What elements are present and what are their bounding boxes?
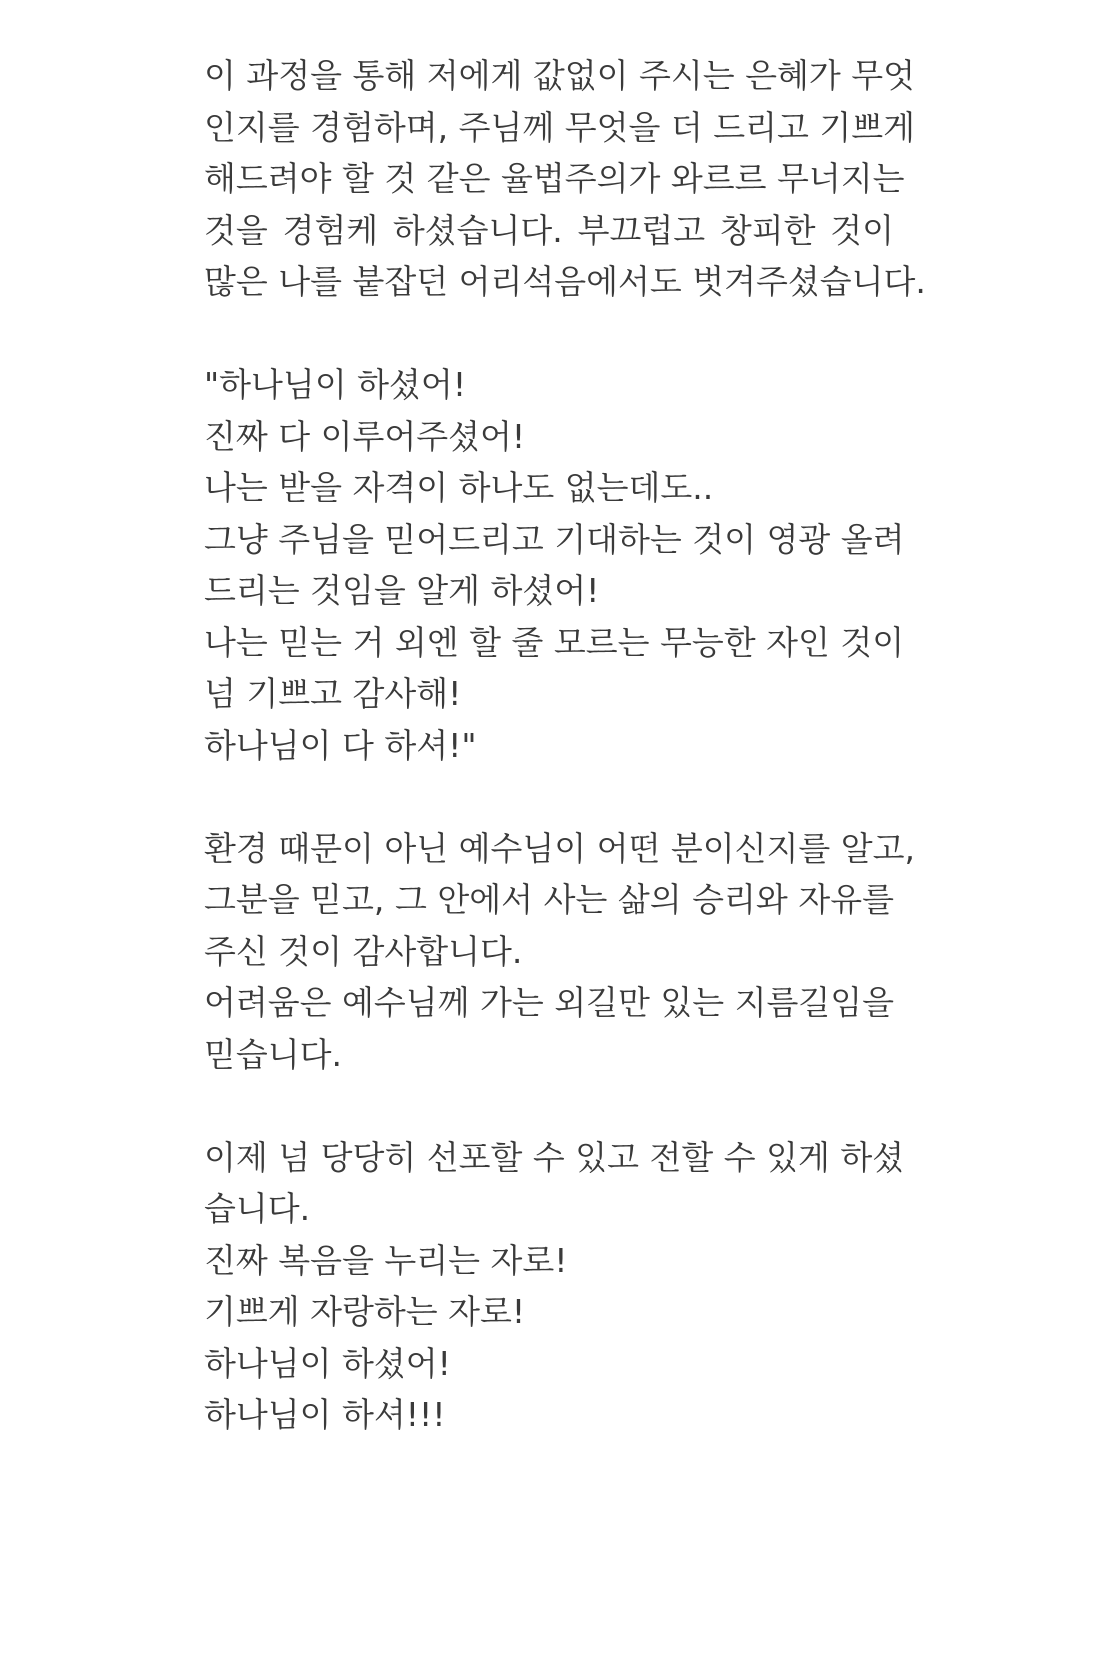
text-line: 해드려야 할 것 같은 율법주의가 와르르 무너지는 [204,159,905,198]
text-line: 그분을 믿고, 그 안에서 사는 삶의 승리와 자유를 [204,880,894,919]
paragraph-2-quote [204,359,905,771]
text-line: 이제 넘 당당히 선포할 수 있고 전할 수 있게 하셨 [204,1137,905,1177]
text-line: 넘 기쁘고 감사해! [204,674,462,713]
text-line: 습니다. [204,1189,311,1228]
text-line: 하나님이 하셨어! [204,1343,451,1383]
text-line: 많은 나를 붙잡던 어리석음에서도 벗겨주셨습니다. [204,262,926,301]
text-line: 하나님이 하셔!!! [204,1395,446,1434]
text-line: 기쁘게 자랑하는 자로! [204,1292,526,1331]
text-line: 어려움은 예수님께 가는 외길만 있는 지름길임을 [204,983,895,1022]
text-line: 이 과정을 통해 저에게 값없이 주시는 은혜가 무엇 [204,56,915,95]
text-line: 환경 때문이 아닌 예수님이 어떤 분이신지를 알고, [204,828,915,868]
paragraph-3 [204,823,915,1081]
text-line: 진짜 복음을 누리는 자로! [204,1240,568,1280]
text-line: 믿습니다. [204,1034,343,1074]
text-line: 주신 것이 감사합니다. [204,931,523,971]
text-line: 진짜 다 이루어주셨어! [204,416,526,456]
text-line: 것을 경험케 하셨습니다. 부끄럽고 창피한 것이 [204,210,894,250]
text-line: 하나님이 다 하셔!" [204,725,477,765]
text-line: 드리는 것임을 알게 하셨어! [204,571,600,610]
text-line: 인지를 경험하며, 주님께 무엇을 더 드리고 기쁘게 [204,107,915,147]
text-line: 그냥 주님을 믿어드리고 기대하는 것이 영광 올려 [204,519,905,559]
paragraph-4 [204,1132,905,1441]
text-line: 나는 믿는 거 외엔 할 줄 모르는 무능한 자인 것이 [204,622,905,662]
paragraph-1 [204,50,926,308]
text-line: "하나님이 하셨어! [204,365,467,404]
text-line: 나는 받을 자격이 하나도 없는데도.. [204,468,714,507]
testimony-text-body [204,50,926,1492]
